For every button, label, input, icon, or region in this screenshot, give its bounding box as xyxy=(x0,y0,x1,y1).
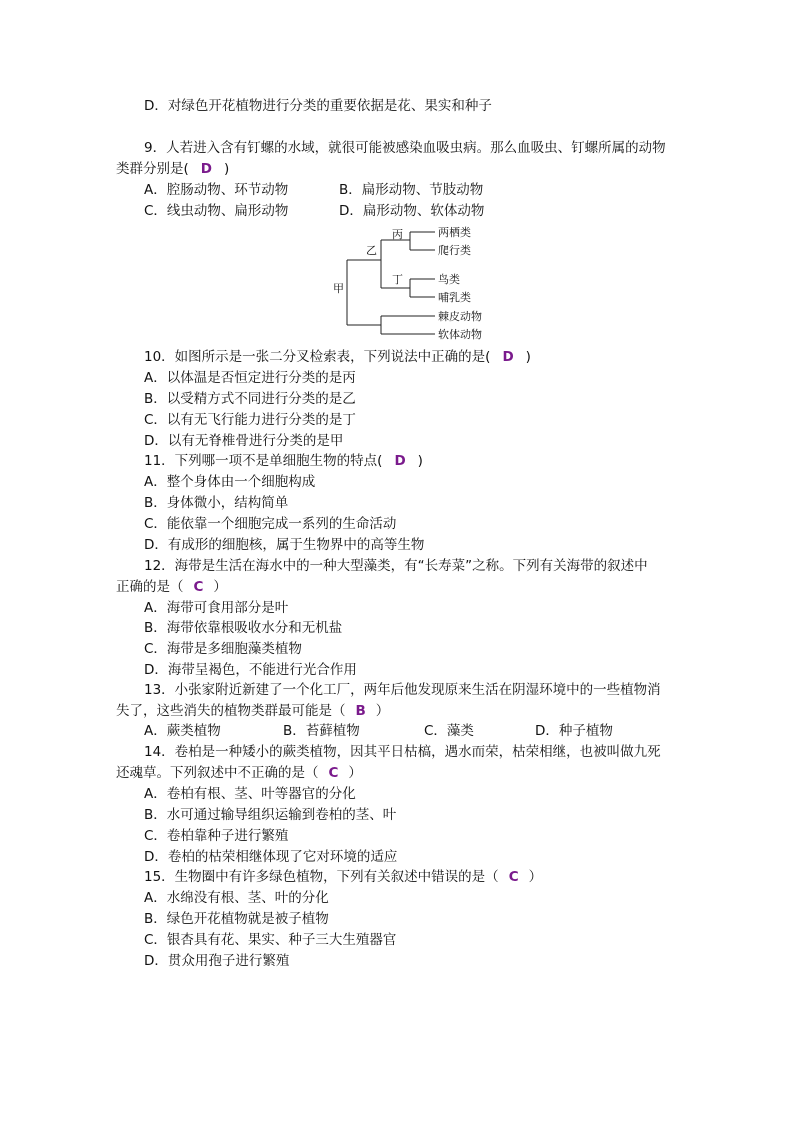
q13-paren-close: ） xyxy=(375,703,390,719)
q10-stem-text: 10．如图所示是一张二分叉检索表，下列说法中正确的是( xyxy=(144,349,491,365)
diagram-leaf-mammals: 哺乳类 xyxy=(438,291,471,304)
q14-option-a: A．卷柏有根、茎、叶等器官的分化 xyxy=(144,786,356,802)
q13-option-c: C．藻类 xyxy=(424,723,474,739)
diagram-leaf-echinoderms: 棘皮动物 xyxy=(438,310,482,323)
q8-option-d: D．对绿色开花植物进行分类的重要依据是花、果实和种子 xyxy=(144,98,492,114)
diagram-leaf-mollusks: 软体动物 xyxy=(438,328,482,341)
q9-option-c: C．线虫动物、扁形动物 xyxy=(144,203,289,219)
q12-paren-close: ） xyxy=(213,579,227,595)
q9-option-d: D．扁形动物、软体动物 xyxy=(339,203,485,219)
q12-stem-line2 xyxy=(116,578,227,596)
diagram-leaf-amphibians: 两栖类 xyxy=(438,226,471,239)
q15-paren-close: ） xyxy=(528,869,543,885)
q12-stem-text: 正确的是（ xyxy=(116,579,184,595)
q11-stem xyxy=(144,452,423,470)
q11-answer: D xyxy=(394,453,406,469)
q14-option-b: B．水可通过输导组织运输到卷柏的茎、叶 xyxy=(144,807,397,823)
q10-answer: D xyxy=(502,349,514,365)
diagram-leaf-reptiles: 爬行类 xyxy=(438,244,471,257)
q14-option-c: C．卷柏靠种子进行繁殖 xyxy=(144,828,289,844)
q15-answer: C xyxy=(508,869,519,885)
q11-stem-text: 11．下列哪一项不是单细胞生物的特点( xyxy=(144,453,383,469)
q9-option-b: B．扁形动物、节肢动物 xyxy=(339,182,484,198)
q11-option-b: B．身体微小，结构简单 xyxy=(144,495,289,511)
q13-option-d: D．种子植物 xyxy=(535,723,613,739)
q15-option-c: C．银杏具有花、果实、种子三大生殖器官 xyxy=(144,932,397,948)
q13-stem-line2 xyxy=(116,702,389,720)
q14-stem-line1: 14．卷柏是一种矮小的蕨类植物，因其平日枯槁，遇水而荣，枯荣相继，也被叫做九死 xyxy=(144,744,661,760)
q13-stem-line1: 13．小张家附近新建了一个化工厂，两年后他发现原来生活在阴湿环境中的一些植物消 xyxy=(144,682,661,698)
q14-stem-text: 还魂草。下列叙述中不正确的是（ xyxy=(116,765,319,781)
q12-answer: C xyxy=(193,579,204,595)
q10-option-d: D．以有无脊椎骨进行分类的是甲 xyxy=(144,433,344,449)
q13-answer: B xyxy=(355,703,366,719)
q9-option-a: A．腔肠动物、环节动物 xyxy=(144,182,289,198)
q13-option-a: A．蕨类植物 xyxy=(144,723,221,739)
q11-option-a: A．整个身体由一个细胞构成 xyxy=(144,474,316,490)
q10-option-a: A．以体温是否恒定进行分类的是丙 xyxy=(144,370,356,386)
q15-stem-text: 15．生物圈中有许多绿色植物，下列有关叙述中错误的是（ xyxy=(144,869,499,885)
q14-paren-close: ） xyxy=(348,765,362,781)
q14-stem-line2 xyxy=(116,764,362,782)
q12-stem-line1: 12．海带是生活在海水中的一种大型藻类，有“长寿菜”之称。下列有关海带的叙述中 xyxy=(144,558,648,574)
q15-option-a: A．水绵没有根、茎、叶的分化 xyxy=(144,890,329,906)
q12-option-b: B．海带依靠根吸收水分和无机盐 xyxy=(144,620,343,636)
q10-option-b: B．以受精方式不同进行分类的是乙 xyxy=(144,391,356,407)
q13-stem-text: 失了，这些消失的植物类群最可能是（ xyxy=(116,703,346,719)
q9-paren-close: ) xyxy=(224,161,230,177)
q9-stem-line1: 9．人若进入含有钉螺的水域，就很可能被感染血吸虫病。那么血吸虫、钉螺所属的动物 xyxy=(144,140,666,156)
q14-answer: C xyxy=(328,765,339,781)
q9-stem-text: 类群分别是( xyxy=(116,161,189,177)
diagram-label-jia: 甲 xyxy=(333,282,344,295)
q12-option-d: D．海带呈褐色，不能进行光合作用 xyxy=(144,662,357,678)
q15-option-d: D．贯众用孢子进行繁殖 xyxy=(144,953,290,969)
q15-option-b: B．绿色开花植物就是被子植物 xyxy=(144,911,329,927)
diagram-label-ding: 丁 xyxy=(392,273,403,286)
q11-option-c: C．能依靠一个细胞完成一系列的生命活动 xyxy=(144,516,397,532)
q15-stem xyxy=(144,868,542,886)
q14-option-d: D．卷柏的枯荣相继体现了它对环境的适应 xyxy=(144,849,398,865)
q12-option-a: A．海带可食用部分是叶 xyxy=(144,600,289,616)
diagram-label-yi: 乙 xyxy=(366,244,377,257)
diagram-leaf-birds: 鸟类 xyxy=(438,273,460,286)
q11-option-d: D．有成形的细胞核，属于生物界中的高等生物 xyxy=(144,537,425,553)
q12-option-c: C．海带是多细胞藻类植物 xyxy=(144,641,302,657)
diagram-label-bing: 丙 xyxy=(392,228,403,241)
q10-paren-close: ) xyxy=(525,349,531,365)
q13-option-b: B．苔藓植物 xyxy=(283,723,360,739)
q9-stem-line2 xyxy=(116,160,229,178)
q10-stem xyxy=(144,348,531,366)
q10-option-c: C．以有无飞行能力进行分类的是丁 xyxy=(144,412,356,428)
q11-paren-close: ) xyxy=(417,453,423,469)
q9-answer: D xyxy=(200,161,212,177)
